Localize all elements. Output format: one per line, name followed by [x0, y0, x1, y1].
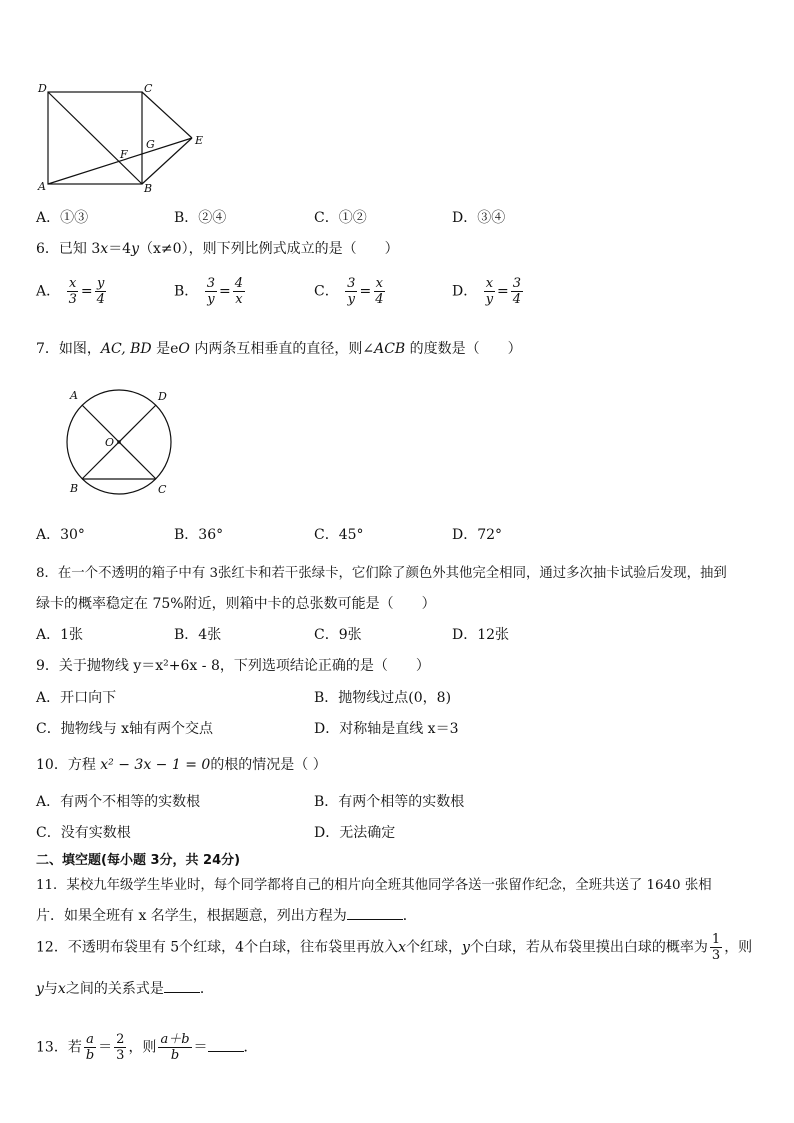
- q8-option-d[interactable]: D．12张: [452, 627, 510, 643]
- numerator: 3: [512, 276, 522, 291]
- section-title: 二、填空题(每小题 3分，共 24分): [36, 853, 241, 868]
- fraction-left: [484, 276, 495, 307]
- q13-line: [36, 1032, 258, 1063]
- fraction-right: [95, 276, 107, 307]
- q12-line2-mid: 与: [43, 981, 58, 997]
- q5-option-a[interactable]: A．①③: [36, 210, 89, 226]
- q8-option-c[interactable]: C．9张: [314, 627, 362, 643]
- square-figure: [34, 80, 214, 195]
- q7-vars: AC, BD: [100, 341, 152, 357]
- q6-stem: [36, 238, 399, 258]
- answer-blank[interactable]: [347, 905, 403, 920]
- q9-option-a[interactable]: A．开口向下: [36, 690, 117, 706]
- label-d: D: [158, 390, 167, 403]
- label-e: E: [195, 134, 204, 147]
- q11-line1: 11．某校九年级学生毕业时，每个同学都将自己的相片向全班其他同学各送一张留作纪念，全班共送了 1640 张相: [36, 878, 712, 893]
- numerator: 1: [711, 932, 721, 947]
- line-ae: [48, 138, 192, 184]
- q12-line2-x: x: [57, 981, 66, 997]
- diagonal-db: [48, 92, 142, 184]
- numerator: 4: [234, 276, 244, 291]
- q13-eq: ＝: [98, 1039, 113, 1056]
- option-label: D．: [452, 283, 478, 300]
- answer-blank[interactable]: [164, 978, 200, 993]
- label-d: D: [38, 82, 47, 95]
- q12-pre: 12．不透明布袋里有 5个红球，4个白球，往布袋里再放入: [36, 939, 399, 956]
- q6-option-d[interactable]: D． $\frac{x}{y}$ = $\frac{3}{4}$: [452, 276, 522, 307]
- q10-number: 10．方程: [36, 757, 96, 773]
- q7-option-b[interactable]: B．36°: [174, 527, 224, 543]
- q6-option-b[interactable]: B． $\frac{3}{y}$ = $\frac{4}{x}$: [174, 276, 244, 307]
- label-b: B: [144, 182, 153, 195]
- q6-x: x: [100, 241, 109, 257]
- q10-equation: x² − 3x − 1 = 0: [100, 757, 211, 773]
- q9-option-b[interactable]: B．抛物线过点(0，8): [314, 690, 452, 706]
- q8-option-a[interactable]: A．1张: [36, 627, 84, 643]
- q10-option-a[interactable]: A．有两个不相等的实数根: [36, 794, 201, 810]
- denominator: 3: [68, 292, 77, 307]
- numerator: a＋b: [160, 1032, 190, 1047]
- q6-number: 6．: [36, 241, 59, 257]
- numerator: a: [86, 1032, 94, 1047]
- q7-option-c[interactable]: C．45°: [314, 527, 364, 543]
- option-label: C．: [314, 283, 339, 300]
- q8-option-b[interactable]: B．4张: [174, 627, 222, 643]
- numerator: 3: [206, 276, 216, 291]
- label-b: B: [70, 482, 79, 495]
- label-o: O: [105, 436, 115, 449]
- line-ce: [142, 92, 192, 138]
- q12-line2-post: 之间的关系式是: [65, 981, 164, 997]
- option-label: A．: [36, 283, 61, 300]
- q6-eq: ＝4: [108, 241, 132, 257]
- q5-option-d[interactable]: D．③④: [452, 210, 506, 226]
- q12-mid2: 个白球，若从布袋里摸出白球的概率为: [469, 939, 708, 956]
- label-c: C: [158, 483, 167, 496]
- denominator: 4: [512, 292, 522, 307]
- numerator: y: [97, 276, 105, 291]
- denominator: 3: [116, 1048, 125, 1063]
- q12-mid1: 个红球，: [405, 939, 462, 956]
- q7-angle: ∠ACB: [362, 341, 406, 357]
- denominator: 4: [96, 292, 105, 307]
- q13-mid: ，则: [128, 1039, 157, 1056]
- q11-line2: [36, 905, 417, 925]
- denominator: y: [207, 292, 215, 307]
- q10-end: 的根的情况是（ ）: [210, 757, 327, 773]
- q6-y: y: [131, 241, 140, 257]
- q12-line1: [36, 932, 752, 963]
- fraction-right: [233, 276, 245, 307]
- q8-line1: 8．在一个不透明的箱子中有 3张红卡和若干张绿卡，它们除了颜色外其他完全相同，通过多次抽卡试验后发现，抽到: [36, 566, 727, 581]
- denominator: b: [170, 1048, 180, 1063]
- fraction-two-thirds: [114, 1032, 126, 1063]
- q12-post: ，则: [724, 939, 753, 956]
- q6-cond: （x≠0）: [139, 241, 189, 257]
- q12-x: x: [398, 939, 406, 956]
- q12-line2: [36, 978, 214, 998]
- q8-line2: 绿卡的概率稳定在 75%附近，则箱中卡的总张数可能是（ ）: [36, 596, 436, 612]
- q7-rest: 内两条互相垂直的直径，则: [189, 341, 363, 357]
- circle-symbol: e: [170, 341, 179, 357]
- fraction-left: [67, 276, 79, 307]
- q10-option-d[interactable]: D．无法确定: [314, 825, 396, 841]
- q7-option-d[interactable]: D．72°: [452, 527, 503, 543]
- q13-post: ＝: [193, 1039, 208, 1056]
- q13-pre: 13．若: [36, 1039, 82, 1056]
- q13-end: ．: [243, 1039, 258, 1056]
- q6-option-a[interactable]: A． $\frac{x}{3}$ = $\frac{y}{4}$: [36, 276, 105, 307]
- option-label: B．: [174, 283, 199, 300]
- fraction-sum-over-b: [158, 1032, 191, 1063]
- q5-option-b[interactable]: B．②④: [174, 210, 227, 226]
- numerator: 3: [347, 276, 356, 291]
- q6-option-c[interactable]: C． $\frac{3}{y}$ = $\frac{x}{4}$: [314, 276, 384, 307]
- fraction-a-over-b: [84, 1032, 96, 1063]
- denominator: b: [85, 1048, 95, 1063]
- numerator: x: [375, 276, 383, 291]
- label-a: A: [38, 180, 46, 193]
- q10-stem: [36, 754, 327, 774]
- q5-option-c[interactable]: C．①②: [314, 210, 367, 226]
- denominator: y: [485, 292, 494, 307]
- fraction-one-third: [710, 932, 722, 963]
- q7-end: 的度数是（ ）: [405, 341, 522, 357]
- q7-mid: 是: [151, 341, 171, 357]
- center-point: [117, 440, 121, 444]
- q12-end: ．: [199, 981, 214, 997]
- fraction-left: [345, 276, 357, 307]
- answer-blank[interactable]: [208, 1037, 244, 1052]
- denominator: 4: [375, 292, 384, 307]
- q12-y: y: [461, 939, 470, 956]
- denominator: y: [347, 292, 355, 307]
- q7-option-a[interactable]: A．30°: [36, 527, 85, 543]
- q9-option-c[interactable]: C．抛物线与 x轴有两个交点: [36, 721, 214, 737]
- q7-stem: [36, 338, 522, 358]
- q10-option-b[interactable]: B．有两个相等的实数根: [314, 794, 465, 810]
- q11-end: ．: [402, 908, 417, 924]
- numerator: x: [485, 276, 494, 291]
- denominator: 3: [711, 948, 721, 963]
- q7-number: 7．如图，: [36, 341, 101, 357]
- q9-stem: 9．关于抛物线 y＝x²+6x - 8，下列选项结论正确的是（ ）: [36, 658, 430, 674]
- fraction-right: [511, 276, 523, 307]
- label-c: C: [144, 82, 153, 95]
- fraction-left: [205, 276, 217, 307]
- fraction-right: [373, 276, 385, 307]
- q11-text: 片．如果全班有 x 名学生，根据题意，列出方程为: [36, 908, 347, 924]
- circle-figure: [60, 384, 180, 502]
- label-f: F: [120, 148, 128, 161]
- numerator: x: [69, 276, 77, 291]
- label-a: A: [70, 389, 78, 402]
- q10-option-c[interactable]: C．没有实数根: [36, 825, 131, 841]
- q6-stem-a: 已知 3: [58, 241, 101, 257]
- q7-o: O: [178, 341, 190, 357]
- label-g: G: [146, 138, 155, 151]
- numerator: 2: [116, 1032, 125, 1047]
- q12-line2-y: y: [36, 981, 44, 997]
- q6-stem-b: ，则下列比例式成立的是（ ）: [188, 241, 399, 257]
- denominator: x: [235, 292, 243, 307]
- q9-option-d[interactable]: D．对称轴是直线 x＝3: [314, 721, 459, 737]
